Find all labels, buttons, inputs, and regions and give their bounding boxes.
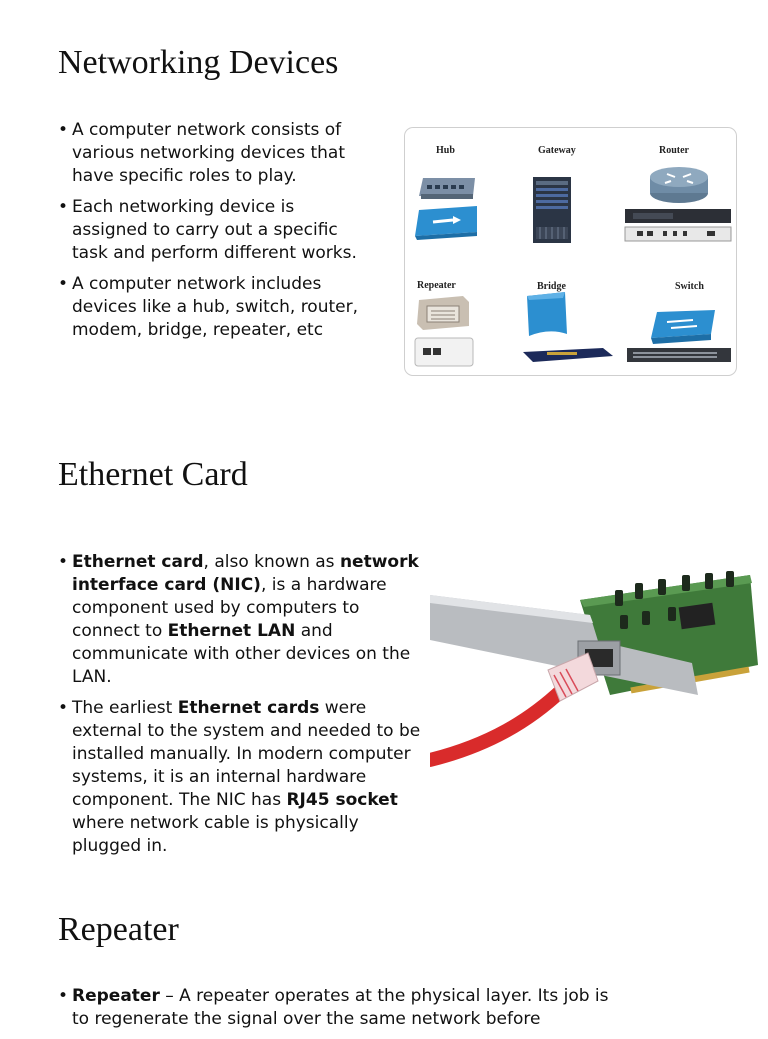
bullet-text: and communicate with other devices on the LAN. — [72, 621, 411, 687]
networking-devices-diagram — [404, 127, 737, 376]
bullet-item — [58, 273, 370, 342]
bridge-label: Bridge — [537, 281, 566, 292]
bullet-item — [58, 697, 426, 858]
section-title-repeater: Repeater — [58, 911, 179, 948]
bold-term: network interface card (NIC) — [72, 552, 419, 595]
repeater-bullets — [58, 985, 618, 1039]
bullet-text: , also known as — [203, 552, 340, 572]
bullet-item — [58, 985, 618, 1031]
bullet-item — [58, 551, 426, 689]
bullet-text: The earliest — [72, 698, 178, 718]
ethernet-card-photo — [430, 545, 760, 770]
bullet-text: where network cable is physically plugged in. — [72, 813, 359, 856]
bold-term: Repeater — [72, 986, 160, 1006]
bold-term: RJ45 socket — [286, 790, 398, 810]
switch-device-icon — [623, 302, 735, 368]
gateway-label: Gateway — [538, 145, 576, 156]
repeater-device-icon — [413, 294, 475, 368]
repeater-label: Repeater — [417, 280, 456, 291]
gateway-device-icon — [531, 175, 573, 245]
section-title-ethernet-card: Ethernet Card — [58, 456, 248, 493]
bullet-text: A computer network includes devices like a hub, switch, router, modem, bridge, repeater, etc — [72, 274, 359, 340]
ethernet-card-bullets — [58, 551, 426, 866]
bullet-text: A computer network consists of various networking devices that have specific roles to play. — [72, 120, 345, 186]
bold-term: Ethernet card — [72, 552, 204, 572]
bullet-item — [58, 119, 370, 188]
router-device-icon — [623, 165, 735, 247]
bullet-text: – A repeater operates at the physical layer. Its job is to regenerate the signal over the same network before — [72, 986, 609, 1029]
router-label: Router — [659, 145, 689, 156]
bold-term: Ethernet LAN — [167, 621, 296, 641]
bold-term: Ethernet cards — [177, 698, 320, 718]
networking-devices-bullets — [58, 119, 370, 350]
hub-label: Hub — [436, 145, 455, 156]
bullet-text: Each networking device is assigned to carry out a specific task and perform different works. — [72, 197, 357, 263]
bridge-device-icon — [517, 290, 615, 370]
hub-device-icon — [413, 172, 479, 240]
switch-label: Switch — [675, 281, 704, 292]
bullet-text: , is a hardware component used by computers to connect to — [72, 575, 387, 641]
bullet-item — [58, 196, 370, 265]
section-title-networking-devices: Networking Devices — [58, 44, 339, 81]
bullet-text: were external to the system and needed to be installed manually. In modern computer systems, it is an internal hardware component. The NIC has — [72, 698, 421, 810]
